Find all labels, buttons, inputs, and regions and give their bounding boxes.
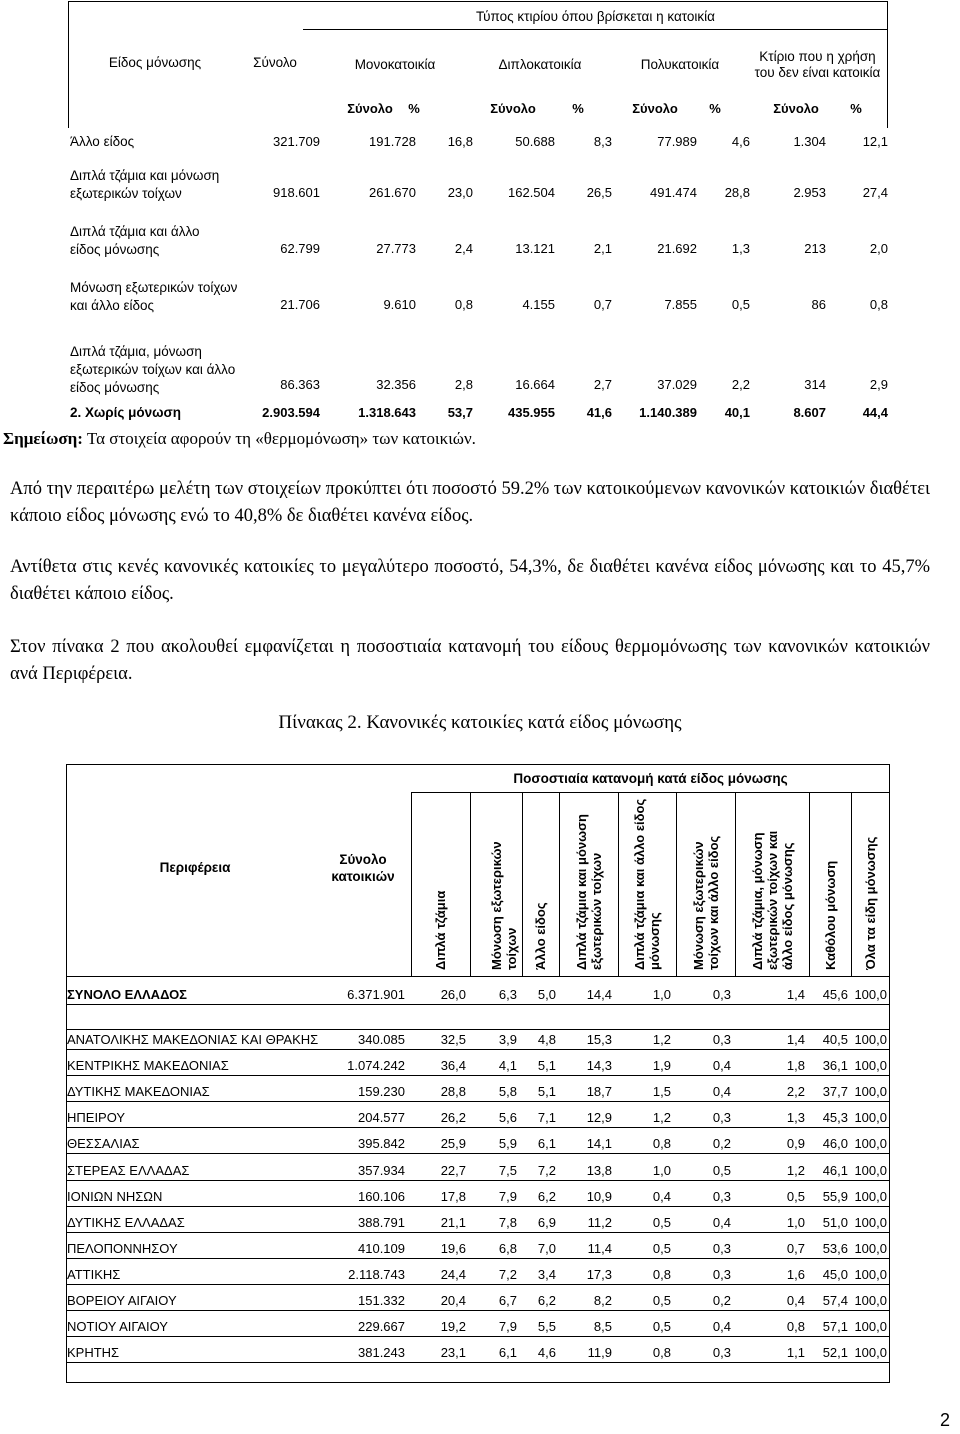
table2-row-line <box>66 1127 890 1128</box>
table2-cell: 0,3 <box>712 1240 731 1256</box>
table2-col-header: Διπλά τζάμια, μόνωση εξωτερικών τοίχων και άλλο είδος μόνωσης <box>749 830 795 970</box>
table1-cell: 53,7 <box>447 405 473 420</box>
table1-cell: 44,4 <box>862 405 888 420</box>
table2-col-header: Μόνωση εξωτερικών τοίχων <box>488 841 519 970</box>
table2-cell: 15,3 <box>586 1032 612 1047</box>
table1-type-header: Τύπος κτιρίου όπου βρίσκεται η κατοικία <box>476 9 715 24</box>
table1-cell: 8.607 <box>793 405 826 420</box>
note-text: Τα στοιχεία αφορούν τη «θερμομόνωση» των κατοικιών. <box>82 429 476 448</box>
table2-region-name: ΔΥΤΙΚΗΣ ΜΑΚΕΔΟΝΙΑΣ <box>67 1084 210 1100</box>
table2-region-name: ΣΥΝΟΛΟ ΕΛΛΑΔΟΣ <box>67 987 187 1002</box>
table2-region-name: ΑΝΑΤΟΛΙΚΗΣ ΜΑΚΕΔΟΝΙΑΣ ΚΑΙ ΘΡΑΚΗΣ <box>67 1032 319 1047</box>
page-number: 2 <box>940 1410 951 1430</box>
table2-cell: 18,7 <box>586 1084 612 1100</box>
table2-region-name: ΚΡΗΤΗΣ <box>67 1345 120 1361</box>
table2-cell: 17,3 <box>586 1266 612 1282</box>
table2-cell: 0,3 <box>712 1188 731 1204</box>
table2-cell: 0,3 <box>712 1032 731 1047</box>
table2-cell: 229.667 <box>358 1319 405 1335</box>
table2-cell: 1,2 <box>652 1110 671 1126</box>
table1-cell: 28,8 <box>724 185 750 200</box>
table2-cell: 100,0 <box>854 1266 887 1282</box>
table2-caption: Πίνακας 2. Κανονικές κατοικίες κατά είδος μόνωσης <box>278 712 682 733</box>
table2-cell: 6,1 <box>537 1136 556 1152</box>
table1-cell: 40,1 <box>724 405 750 420</box>
table2-cell: 25,9 <box>440 1136 466 1152</box>
table2-cell: 28,8 <box>440 1084 466 1100</box>
table2-cell: 0,2 <box>712 1136 731 1152</box>
table1-cell: 27.773 <box>376 241 416 256</box>
table1-note <box>3 429 476 449</box>
table2-row <box>66 1290 890 1310</box>
table1-cell: 191.728 <box>369 134 416 149</box>
table2-row <box>66 1342 890 1362</box>
table2-cell: 2.118.743 <box>348 1266 405 1282</box>
table2-col-header: Καθόλου μόνωση <box>822 860 838 970</box>
table2-cell: 151.332 <box>358 1293 405 1308</box>
table1-cell: 2,4 <box>454 241 473 256</box>
table2-cell: 36,4 <box>440 1058 466 1074</box>
table2-cell: 100,0 <box>854 1032 887 1047</box>
table2-cell: 52,1 <box>822 1345 848 1361</box>
table2-cell: 6.371.901 <box>347 987 405 1002</box>
table2-row-line <box>66 1232 890 1233</box>
table1-cell: 2,8 <box>454 377 473 392</box>
table2-cell: 2,2 <box>786 1084 805 1100</box>
table2-cell: 100,0 <box>854 1162 887 1178</box>
table2-cell: 7,8 <box>498 1214 517 1230</box>
table2-cell: 22,7 <box>440 1162 466 1178</box>
table2-cell: 100,0 <box>854 1188 887 1204</box>
table2-cell: 1,0 <box>652 987 671 1002</box>
table1-cell: 2,2 <box>731 377 750 392</box>
table2-cell: 45,0 <box>822 1266 848 1282</box>
table2-cell: 0,8 <box>652 1345 671 1361</box>
table2-cell: 1,0 <box>786 1214 805 1230</box>
table1-cell: 86.363 <box>280 377 320 392</box>
table2-cell: 36,1 <box>822 1058 848 1074</box>
table2-cell: 1,4 <box>786 987 805 1002</box>
table1-cell: 7.855 <box>664 297 697 312</box>
table2-cell: 46,0 <box>822 1136 848 1152</box>
table1-cell: 32.356 <box>376 377 416 392</box>
table2-cell: 0,8 <box>652 1136 671 1152</box>
paragraph-3: Στον πίνακα 2 που ακολουθεί εμφανίζεται η ποσοστιαία κατανομή του είδους θερμομόνωσης των κανονικών κατοικιών ανά Περιφέρεια. <box>10 637 930 684</box>
table1-cell: 13.121 <box>515 241 555 256</box>
table2-cell: 7,2 <box>537 1162 556 1178</box>
table2-cell: 7,9 <box>498 1188 517 1204</box>
table1-cell: 37.029 <box>657 377 697 392</box>
table2-row-line <box>66 1004 890 1005</box>
table2-cell: 14,3 <box>586 1058 612 1074</box>
table2-column-line <box>735 792 736 976</box>
table2-cell: 357.934 <box>358 1162 405 1178</box>
table1-cell: 2,0 <box>869 241 888 256</box>
table2-region-name: ΝΟΤΙΟΥ ΑΙΓΑΙΟΥ <box>67 1319 168 1335</box>
table1-row-label: 2. Χωρίς μόνωση <box>70 405 182 420</box>
table2-cell: 3,4 <box>537 1266 556 1282</box>
table2-cell: 57,4 <box>822 1293 848 1308</box>
table2-row-line <box>66 1310 890 1311</box>
table2-row <box>66 1055 890 1075</box>
table2-cell: 11,4 <box>587 1240 612 1256</box>
table2-cell: 6,8 <box>498 1240 517 1256</box>
table2-cell: 0,5 <box>652 1293 671 1308</box>
table2-row-line <box>66 1153 890 1154</box>
table2-cell: 13,8 <box>586 1162 612 1178</box>
table2-region-name: ΚΕΝΤΡΙΚΗΣ ΜΑΚΕΔΟΝΙΑΣ <box>67 1058 229 1074</box>
table2-cell: 5,8 <box>498 1084 517 1100</box>
table2-group-divider <box>411 792 890 793</box>
table2-cell: 0,5 <box>712 1162 731 1178</box>
table1-cell: 0,8 <box>869 297 888 312</box>
table1-subheader: % <box>850 101 862 116</box>
table2-row <box>66 1160 890 1180</box>
table2-cell: 26,2 <box>440 1110 466 1126</box>
table1-row-label: Διπλά τζάμια και άλλο <box>70 224 200 239</box>
table2-cell: 7,9 <box>498 1319 517 1335</box>
table2-row <box>66 1133 890 1153</box>
table2-cell: 20,4 <box>440 1293 466 1308</box>
table1-cell: 1.140.389 <box>639 405 697 420</box>
table1-row-label: εξωτερικών τοίχων και άλλο <box>70 362 236 377</box>
table2-cell: 8,2 <box>593 1293 612 1308</box>
table2-cell: 1,6 <box>786 1266 805 1282</box>
table1-cell: 2.953 <box>793 185 826 200</box>
table2-cell: 5,5 <box>537 1319 556 1335</box>
table1-cell: 918.601 <box>273 185 320 200</box>
table2-cell: 6,2 <box>537 1293 556 1308</box>
table2-column-line <box>411 792 412 976</box>
table2-cell: 100,0 <box>854 1319 887 1335</box>
table2-cell: 1,2 <box>786 1162 805 1178</box>
table2-cell: 5,9 <box>498 1136 517 1152</box>
table2-cell: 46,1 <box>822 1162 848 1178</box>
table2-cell: 0,3 <box>712 1266 731 1282</box>
table2-cell: 100,0 <box>854 1345 887 1361</box>
note-label: Σημείωση: <box>3 429 83 448</box>
table1-subheader: % <box>572 101 584 116</box>
table2-cell: 6,2 <box>537 1188 556 1204</box>
table2-row-line <box>66 1049 890 1050</box>
table1-cell: 491.474 <box>650 185 697 200</box>
table2-cell: 11,9 <box>587 1345 612 1361</box>
table2-col-header: Όλα τα είδη μόνωσης <box>863 836 878 970</box>
table1-row-label: εξωτερικών τοίχων <box>70 186 182 201</box>
table2-cell: 26,0 <box>440 987 466 1002</box>
table2-row <box>66 1238 890 1258</box>
table1-cell: 162.504 <box>508 185 555 200</box>
table2-cell: 7,5 <box>498 1162 517 1178</box>
table2-region-name: ΔΥΤΙΚΗΣ ΕΛΛΑΔΑΣ <box>67 1214 185 1230</box>
table2-cell: 0,3 <box>712 1110 731 1126</box>
table2-cell: 3,9 <box>498 1032 517 1047</box>
table1-row-label: είδος μόνωσης <box>70 380 160 395</box>
table1-cell: 2,7 <box>593 377 612 392</box>
table2-region-name: ΙΟΝΙΩΝ ΝΗΣΩΝ <box>67 1188 163 1204</box>
table1-cell: 16,8 <box>447 134 473 149</box>
table2-cell: 14,1 <box>586 1136 612 1152</box>
table1-cell: 2,1 <box>593 241 612 256</box>
table2-cell: 6,3 <box>498 987 517 1002</box>
table1-subheader: Σύνολο <box>490 101 536 116</box>
table2-cell: 0,4 <box>712 1058 731 1074</box>
table2-cell: 40,5 <box>822 1032 848 1047</box>
table2-cell: 204.577 <box>358 1110 405 1126</box>
table2-cell: 0,4 <box>786 1293 805 1308</box>
table1-col-other-line1: Κτίριο που η χρήση <box>759 49 876 64</box>
table1-col-poly: Πολυκατοικία <box>640 57 720 72</box>
table2-region-name: ΒΟΡΕΙΟΥ ΑΙΓΑΙΟΥ <box>67 1293 177 1308</box>
table2-cell: 0,4 <box>712 1214 731 1230</box>
table2-cell: 17,8 <box>440 1188 466 1204</box>
table1-cell: 435.955 <box>508 405 555 420</box>
table2-cell: 1,4 <box>786 1032 805 1047</box>
table1-cell: 4.155 <box>522 297 555 312</box>
table2-header-bottom <box>66 976 890 977</box>
table1-row-label: Διπλά τζάμια και μόνωση <box>70 168 220 183</box>
table2-row <box>66 1186 890 1206</box>
table2-cell: 100,0 <box>854 1058 887 1074</box>
table2-row <box>66 1212 890 1232</box>
table2-col-header: Διπλά τζάμια και άλλο είδος μόνωσης <box>632 798 662 970</box>
table1-divider <box>303 29 888 30</box>
table1-subheader: Σύνολο <box>347 101 393 116</box>
table2-cell: 100,0 <box>854 1110 887 1126</box>
table2-cell: 0,5 <box>652 1319 671 1335</box>
table1-cell: 27,4 <box>862 185 888 200</box>
table2-cell: 55,9 <box>822 1188 848 1204</box>
table1-subheader: Σύνολο <box>632 101 678 116</box>
table2-cell: 410.109 <box>358 1240 405 1256</box>
table2-cell: 5,0 <box>537 987 556 1002</box>
table2-cell: 0,5 <box>652 1240 671 1256</box>
table2-column-line <box>618 792 619 976</box>
table2-cell: 24,4 <box>440 1266 466 1282</box>
table2-cell: 51,0 <box>822 1214 848 1230</box>
table2-cell: 100,0 <box>854 987 887 1002</box>
table2-row <box>66 1081 890 1101</box>
table1-cell: 77.989 <box>657 134 697 149</box>
table2-cell: 53,6 <box>822 1240 848 1256</box>
table2-cell: 1,5 <box>652 1084 671 1100</box>
table2-cell: 0,5 <box>786 1188 805 1204</box>
table1-col-total: Σύνολο <box>253 55 297 70</box>
table1-cell: 2.903.594 <box>262 405 320 420</box>
table1-cell: 16.664 <box>515 377 555 392</box>
table2-cell: 0,4 <box>712 1319 731 1335</box>
table1-cell: 21.692 <box>657 241 697 256</box>
table2-cell: 0,3 <box>712 987 731 1002</box>
table2-cell: 0,9 <box>786 1136 805 1152</box>
table2-row <box>66 1264 890 1284</box>
table1-row-label: Μόνωση εξωτερικών τοίχων <box>70 280 238 295</box>
table1-subheader: % <box>709 101 721 116</box>
table2-region-name: ΗΠΕΙΡΟΥ <box>67 1110 126 1126</box>
table2-column-line <box>559 792 560 976</box>
table2-row-line <box>66 1258 890 1259</box>
table1-cell: 4,6 <box>731 134 750 149</box>
table1-subheader: % <box>408 101 420 116</box>
table2-cell: 19,2 <box>440 1319 466 1335</box>
table2-region-name: ΘΕΣΣΑΛΙΑΣ <box>67 1136 140 1152</box>
table2-cell: 100,0 <box>854 1136 887 1152</box>
table2-column-line <box>470 792 471 976</box>
table1-cell: 0,8 <box>454 297 473 312</box>
table2-cell: 6,9 <box>537 1214 556 1230</box>
table2-cell: 4,6 <box>537 1345 556 1361</box>
table2-cell: 0,5 <box>652 1214 671 1230</box>
table2-cell: 1,0 <box>652 1162 671 1178</box>
table2-cell: 395.842 <box>358 1136 405 1152</box>
table2-column-line <box>676 792 677 976</box>
table1-cell: 314 <box>804 377 826 392</box>
table2-cell: 160.106 <box>358 1188 405 1204</box>
table2-cell: 4,1 <box>498 1058 517 1074</box>
table1-cell: 12,1 <box>862 134 888 149</box>
table1-col-other-line2: του δεν είναι κατοικία <box>754 65 881 80</box>
table2-cell: 1,2 <box>652 1032 671 1047</box>
table2-cell: 11,2 <box>587 1214 612 1230</box>
table1-cell: 8,3 <box>593 134 612 149</box>
table2-region-name: ΠΕΛΟΠΟΝΝΗΣΟΥ <box>67 1240 178 1256</box>
table2-column-line <box>522 792 523 976</box>
table2-cell: 6,1 <box>498 1345 517 1361</box>
table2-col-header: Διπλά τζάμια και μόνωση εξωτερικών τοίχων <box>573 814 604 970</box>
table2-cell: 1,1 <box>786 1345 805 1361</box>
table1-row-label: Διπλά τζάμια, μόνωση <box>70 344 202 359</box>
table2-region-header: Περιφέρεια <box>159 860 231 875</box>
table2-cell: 381.243 <box>358 1345 405 1361</box>
table1-cell: 1.304 <box>793 134 826 149</box>
table2-cell: 57,1 <box>822 1319 848 1335</box>
table2-col-header: Άλλο είδος <box>533 902 548 970</box>
table2-cell: 1,8 <box>786 1058 805 1074</box>
table2-row-line <box>66 1075 890 1076</box>
table2-cell: 5,6 <box>498 1110 517 1126</box>
table2-row-line <box>66 1336 890 1337</box>
table1-subheader: Σύνολο <box>773 101 819 116</box>
table2-cell: 0,4 <box>712 1084 731 1100</box>
table2-column-line <box>851 792 852 976</box>
table1-col-mono: Μονοκατοικία <box>354 57 436 72</box>
table1-col-diplo: Διπλοκατοικία <box>498 57 582 72</box>
table2-row-line <box>66 1362 890 1363</box>
table2-cell: 14,4 <box>586 987 612 1002</box>
table2-region-name: ΑΤΤΙΚΗΣ <box>67 1266 121 1282</box>
table2-cell: 0,2 <box>712 1293 731 1308</box>
table2-cell: 37,7 <box>822 1084 848 1100</box>
table2-cell: 21,1 <box>440 1214 466 1230</box>
table1-cell: 321.709 <box>273 134 320 149</box>
table2-cell: 45,3 <box>822 1110 848 1126</box>
table2-row <box>66 984 890 1004</box>
table2-cell: 100,0 <box>854 1293 887 1308</box>
table2-cell: 100,0 <box>854 1214 887 1230</box>
table2-total-header: Σύνολο κατοικιών <box>331 852 395 884</box>
table2-cell: 23,1 <box>440 1345 466 1361</box>
table1-cell: 50.688 <box>515 134 555 149</box>
table1-row-label: και άλλο είδος <box>70 298 155 313</box>
table2-cell: 5,1 <box>537 1084 556 1100</box>
table1-cell: 41,6 <box>586 405 612 420</box>
table1-cell: 26,5 <box>586 185 612 200</box>
table1-cell: 9.610 <box>383 297 416 312</box>
table1-cell: 213 <box>804 241 826 256</box>
table2-cell: 159.230 <box>358 1084 405 1100</box>
table2-col-header: Μόνωση εξωτερικών τοίχων και άλλο είδος <box>690 835 721 970</box>
table1-row-label: Άλλο είδος <box>70 134 135 149</box>
table2-cell: 32,5 <box>440 1032 466 1047</box>
table2-row-line <box>66 1284 890 1285</box>
table1-cell: 23,0 <box>447 185 473 200</box>
table1-cell: 2,9 <box>869 377 888 392</box>
table2-cell: 7,2 <box>498 1266 517 1282</box>
table1-col-kind: Είδος μόνωσης <box>108 55 202 70</box>
table2-group-header: Ποσοστιαία κατανομή κατά είδος μόνωσης <box>513 771 788 786</box>
table2-row-line <box>66 1101 890 1102</box>
table2-cell: 7,0 <box>537 1240 556 1256</box>
table2-cell: 100,0 <box>854 1240 887 1256</box>
table1-cell: 0,7 <box>593 297 612 312</box>
table2-column-line <box>809 792 810 976</box>
table2-col-header: Διπλά τζάμια <box>433 890 448 970</box>
table1-cell: 86 <box>811 297 826 312</box>
table1-row-label: είδος μόνωσης <box>70 242 160 257</box>
table2-cell: 7,1 <box>537 1110 556 1126</box>
paragraph-2: Αντίθετα στις κενές κανονικές κατοικίες το μεγαλύτερο ποσοστό, 54,3%, δε διαθέτει κανένα είδος μόνωσης και το 45,7% διαθέτει κάποιο είδος. <box>10 557 930 604</box>
table2-cell: 12,9 <box>586 1110 612 1126</box>
table2-region-name: ΣΤΕΡΕΑΣ ΕΛΛΑΔΑΣ <box>67 1162 190 1178</box>
table2-cell: 1,3 <box>786 1110 805 1126</box>
table2-cell: 100,0 <box>854 1084 887 1100</box>
table2-cell: 340.085 <box>358 1032 405 1047</box>
table1-cell: 1.318.643 <box>358 405 416 420</box>
table2-cell: 0,4 <box>652 1188 671 1204</box>
table2-cell: 4,8 <box>537 1032 556 1047</box>
table1-cell: 1,3 <box>731 241 750 256</box>
paragraph-1: Από την περαιτέρω μελέτη των στοιχείων προκύπτει ότι ποσοστό 59.2% των κατοικούμενων κανονικών κατοικιών διαθέτει κάποιο είδος μόνωσης ενώ το 40,8% δε διαθέτει κανένα είδος. <box>10 479 930 526</box>
table1-cell: 261.670 <box>369 185 416 200</box>
table2-row-line <box>66 1180 890 1181</box>
table2-cell: 6,7 <box>498 1293 517 1308</box>
table2-row <box>66 1316 890 1336</box>
table2-cell: 10,9 <box>586 1188 612 1204</box>
table2-cell: 8,5 <box>593 1319 612 1335</box>
table2-cell: 45,6 <box>822 987 848 1002</box>
table2-cell: 0,7 <box>786 1240 805 1256</box>
table2-cell: 0,8 <box>786 1319 805 1335</box>
table1-cell: 0,5 <box>731 297 750 312</box>
table2-row <box>66 1029 890 1049</box>
table2-cell: 388.791 <box>358 1214 405 1230</box>
table2-cell: 1.074.242 <box>347 1058 405 1074</box>
table1-cell: 21.706 <box>280 297 320 312</box>
table2-row <box>66 1107 890 1127</box>
table2-cell: 19,6 <box>440 1240 466 1256</box>
table2-cell: 0,3 <box>712 1345 731 1361</box>
table2-row-line <box>66 1206 890 1207</box>
table1-cell: 62.799 <box>280 241 320 256</box>
table2-cell: 5,1 <box>537 1058 556 1074</box>
table2-cell: 1,9 <box>652 1058 671 1074</box>
table2-cell: 0,8 <box>652 1266 671 1282</box>
table1-col-other <box>745 49 890 81</box>
